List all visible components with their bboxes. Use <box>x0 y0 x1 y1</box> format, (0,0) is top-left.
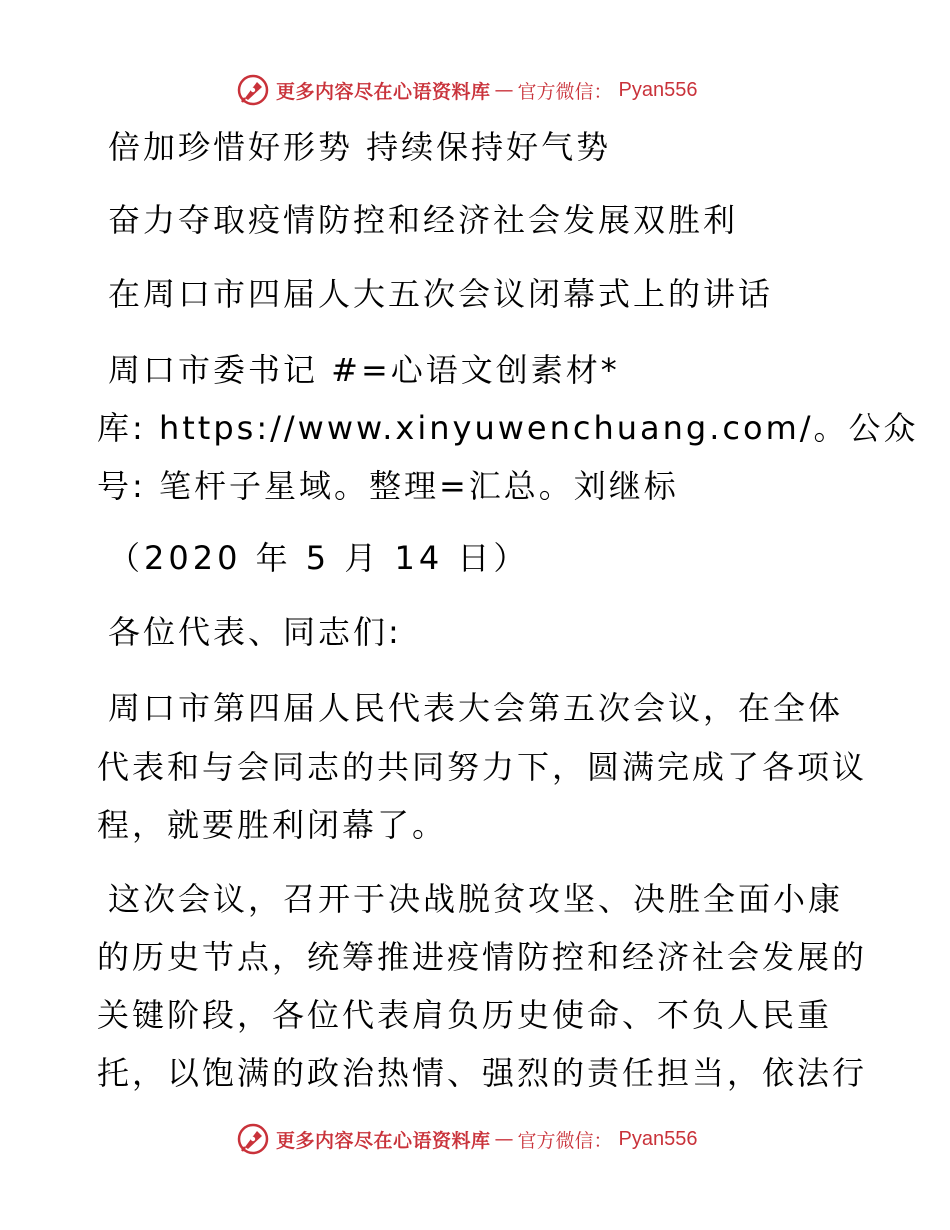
salutation: 各位代表、同志们: <box>108 613 402 651</box>
title-line-2: 奋力夺取疫情防控和经济社会发展双胜利 <box>108 201 739 239</box>
paragraph-1-line-2: 代表和与会同志的共同努力下，圆满完成了各项议 <box>97 748 868 786</box>
watermark-wechat-id: Pyan556 <box>618 78 698 101</box>
paragraph-1-line-1: 周口市第四届人民代表大会第五次会议，在全体 <box>108 689 844 727</box>
pen-nib-logo-icon <box>236 1122 270 1156</box>
watermark-label: 官方微信： <box>517 1129 613 1152</box>
footer-watermark <box>236 1122 698 1156</box>
watermark-wechat-id: Pyan556 <box>618 1127 698 1150</box>
date-line: （2020 年 5 月 14 日） <box>108 539 530 577</box>
author-line: 周口市委书记 #=心语文创素材* <box>108 351 620 389</box>
watermark-text: 更多内容尽在心语资料库 <box>276 1129 491 1152</box>
paragraph-1-line-3: 程，就要胜利闭幕了。 <box>97 806 448 844</box>
source-line-2: 号: 笔杆子星域。整理=汇总。刘继标 <box>97 467 679 505</box>
title-line-1: 倍加珍惜好形势 持续保持好气势 <box>108 128 612 166</box>
pen-nib-logo-icon <box>236 73 270 107</box>
source-line-1: 库: https://www.xinyuwenchuang.com/。公众 <box>97 409 919 447</box>
watermark-dash: — <box>494 79 514 101</box>
watermark-label: 官方微信： <box>517 80 613 103</box>
watermark-dash: — <box>494 1128 514 1150</box>
watermark-text: 更多内容尽在心语资料库 <box>276 80 491 103</box>
header-watermark <box>236 73 698 107</box>
paragraph-2-line-2: 的历史节点，统筹推进疫情防控和经济社会发展的 <box>97 938 868 976</box>
title-line-3: 在周口市四届人大五次会议闭幕式上的讲话 <box>108 275 774 313</box>
paragraph-2-line-4: 托，以饱满的政治热情、强烈的责任担当，依法行 <box>97 1054 868 1092</box>
paragraph-2-line-1: 这次会议，召开于决战脱贫攻坚、决胜全面小康 <box>108 880 844 918</box>
paragraph-2-line-3: 关键阶段，各位代表肩负历史使命、不负人民重 <box>97 996 833 1034</box>
